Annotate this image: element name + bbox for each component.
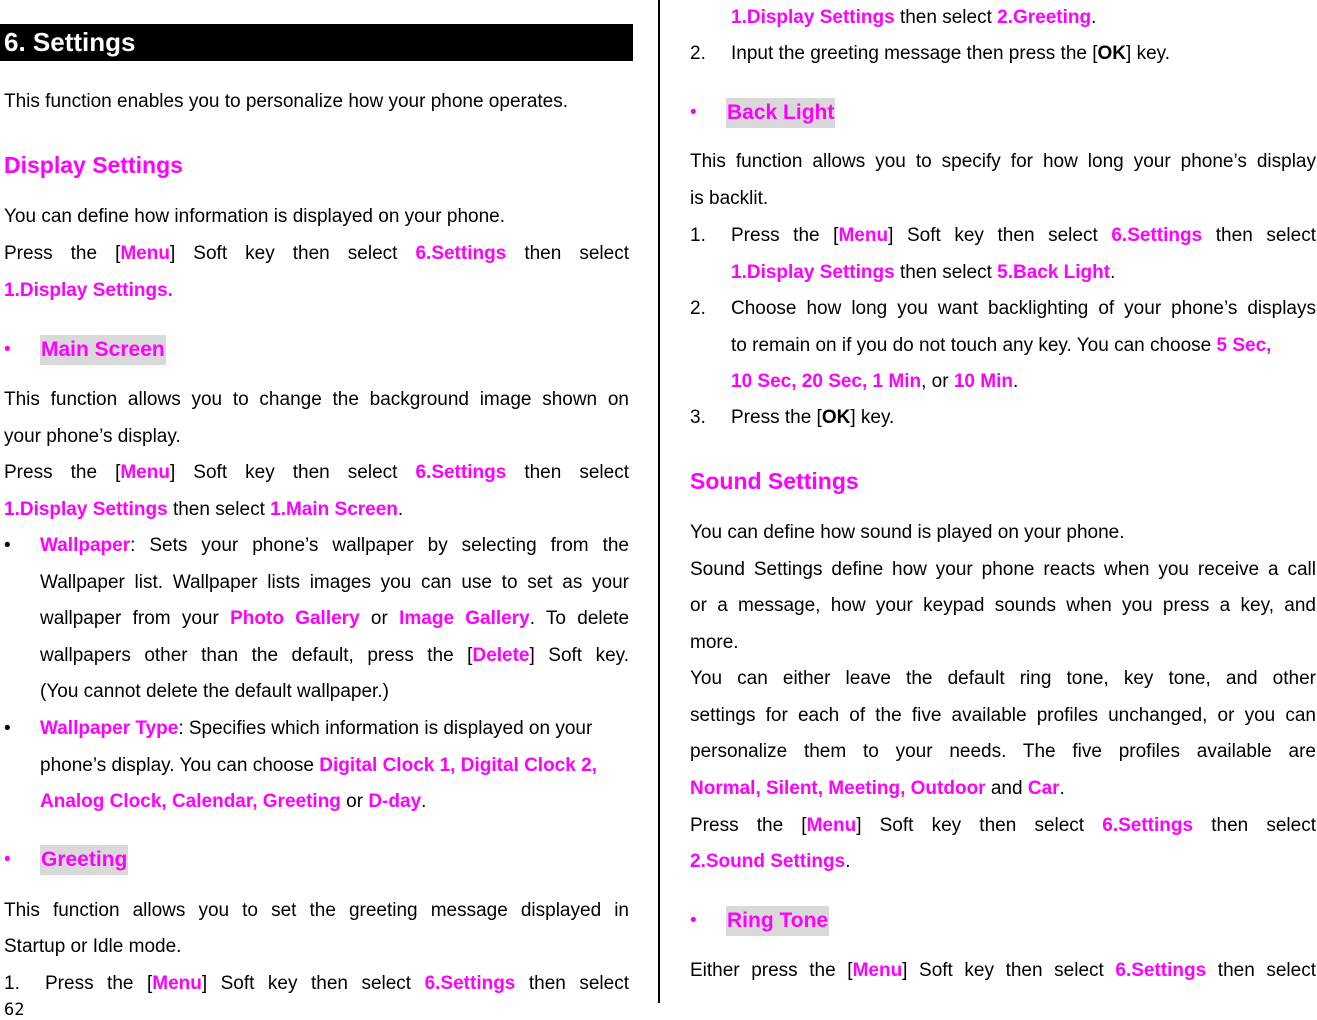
- backlight-step-3: [690, 400, 1316, 436]
- menu-key: Menu: [152, 973, 202, 994]
- sound-settings-heading: Sound Settings: [690, 468, 859, 494]
- display-desc: [4, 199, 629, 236]
- bl-s2-l2a: to remain on if you do not touch any key. You can choose: [731, 334, 1217, 356]
- backlight-desc-2: [690, 181, 768, 218]
- main-screen-item: 1.Main Screen: [270, 499, 398, 520]
- wtype-line-2: [40, 748, 633, 785]
- softkey-text: ] Soft key then select: [856, 815, 1103, 836]
- bullet-icon: •: [4, 849, 11, 870]
- wallpaper-bullet: [4, 528, 629, 708]
- press-text: Press the [: [731, 225, 839, 246]
- main-screen-desc-1-text: This function allows you to change the background image shown on: [4, 389, 629, 410]
- backlight-item: 5.Back Light: [997, 261, 1111, 283]
- sound-p2-l1: Sound Settings define how your phone reacts when you receive a call: [690, 559, 1316, 580]
- wallpaper-l3a: wallpaper from your: [40, 608, 231, 629]
- wallpaper-type-text: [40, 711, 633, 821]
- sound-desc-text: You can define how sound is played on your phone.: [690, 522, 1125, 543]
- period: .: [1110, 261, 1116, 283]
- settings-item: 6.Settings: [424, 973, 516, 994]
- press-text: Press the [: [4, 462, 121, 483]
- backlight-desc-2-text: is backlit.: [690, 188, 769, 209]
- settings-item: 6.Settings: [1102, 815, 1194, 836]
- display-settings-item: 1.Display Settings.: [4, 280, 173, 301]
- backlight-desc-1-text: This function allows you to specify for how long your phone’s display: [690, 151, 1316, 172]
- backlight-step-1-line-1: [731, 218, 1316, 255]
- main-screen-path-1: [4, 455, 629, 492]
- press-text: Either press the [: [690, 960, 853, 981]
- sound-desc: [690, 515, 1125, 552]
- sound-settings-item: 2.Sound Settings: [690, 851, 846, 872]
- main-screen-desc-2-text: your phone’s display.: [4, 426, 181, 447]
- intro-text: This function enables you to personalize how your phone operates.: [4, 91, 569, 112]
- car-profile: Car: [1027, 778, 1060, 799]
- wallpaper-line-5: [40, 674, 629, 711]
- backlight-step-1-line-2: [731, 255, 1316, 292]
- period: .: [1012, 371, 1019, 392]
- press-text: Press the [: [690, 815, 807, 836]
- bl-opt3: 10 Min: [953, 371, 1013, 392]
- menu-key: Menu: [120, 462, 170, 483]
- step-number: 2.: [690, 43, 706, 64]
- display-path-line1: [4, 236, 629, 273]
- main-screen-label: Main Screen: [40, 335, 166, 365]
- bullet-icon: •: [690, 102, 697, 123]
- wallpaper-l5: (You cannot delete the default wallpaper.): [40, 681, 389, 702]
- ok-key: OK: [1097, 43, 1127, 64]
- wtype-line-1: [40, 711, 633, 748]
- sound-p3-l2: settings for each of the five available profiles unchanged, or you can: [690, 705, 1316, 726]
- or-text: , or: [921, 371, 954, 392]
- sound-p2-line-1: [690, 552, 1316, 589]
- period: .: [1059, 778, 1065, 799]
- backlight-label: Back Light: [726, 98, 835, 128]
- then-select-text: then select: [167, 499, 271, 520]
- greeting-desc-2: [4, 929, 181, 966]
- wallpaper-line-1: [40, 528, 629, 565]
- then-select-text: then select: [894, 7, 998, 28]
- wtype-l1: : Specifies which information is displayed on your: [178, 718, 593, 739]
- backlight-step-2-text: [731, 291, 1316, 401]
- step2-a: Input the greeting message then press the [: [731, 43, 1098, 64]
- softkey-text: ] Soft key then select: [888, 225, 1112, 246]
- section-title: 6. Settings: [4, 27, 136, 57]
- display-settings-heading: Display Settings: [4, 152, 183, 178]
- step2-b: ] key.: [1126, 43, 1171, 64]
- wallpaper-type-bullet: [4, 711, 633, 821]
- wallpaper-line-3: [40, 601, 629, 638]
- backlight-desc-1: [690, 144, 1316, 181]
- backlight-step-2-line-3: [731, 364, 1316, 401]
- press-text: Press the [: [4, 243, 121, 264]
- settings-item: 6.Settings: [1115, 960, 1207, 981]
- then-select-text: then select: [506, 462, 629, 483]
- sound-p3-l3: personalize them to your needs. The five profiles available are: [690, 741, 1316, 762]
- softkey-text: ] Soft key then select: [169, 462, 416, 483]
- backlight-step-1-text: [731, 218, 1316, 291]
- wtype-line-3: [40, 784, 633, 821]
- greeting-desc-1: [4, 893, 629, 930]
- bullet-icon: •: [690, 910, 697, 931]
- or-text: or: [359, 608, 400, 629]
- settings-item: 6.Settings: [415, 462, 507, 483]
- main-screen-desc-1: [4, 382, 629, 419]
- then-select-text: then select: [515, 973, 629, 994]
- menu-key: Menu: [806, 815, 857, 836]
- softkey-text: ] Soft key then select: [902, 960, 1116, 981]
- photo-gallery: Photo Gallery: [230, 608, 360, 629]
- wallpaper-type-label: Wallpaper Type: [40, 718, 179, 739]
- ringtone-desc: [690, 953, 1316, 990]
- bl-s2-l1: Choose how long you want backlighting of your phone’s displays: [731, 298, 1316, 319]
- image-gallery: Image Gallery: [399, 608, 530, 629]
- greeting-item: 2.Greeting: [997, 7, 1092, 28]
- wallpaper-l1: : Sets your phone’s wallpaper by selecting from the: [130, 535, 629, 556]
- press-text: Press the [: [731, 407, 822, 428]
- softkey-text: ] Soft key then select: [201, 973, 425, 994]
- sound-p2-l3: more.: [690, 632, 739, 653]
- greeting-step-1: [4, 966, 629, 1002]
- wallpaper-l3b: . To delete: [529, 608, 630, 629]
- wallpaper-line-4: [40, 638, 629, 675]
- backlight-step-2-line-2: [731, 328, 1316, 365]
- main-screen-path-2: [4, 492, 403, 529]
- display-settings-item: 1.Display Settings: [731, 261, 895, 283]
- period: .: [421, 791, 427, 812]
- sound-p3-line-4: [690, 771, 1065, 808]
- period: .: [1091, 7, 1097, 28]
- display-desc-text: You can define how information is displayed on your phone.: [4, 206, 506, 227]
- menu-key: Menu: [852, 960, 903, 981]
- backlight-step-1: [690, 218, 1316, 292]
- column-divider: [658, 0, 660, 1003]
- step-number: 3.: [690, 407, 706, 428]
- wtype-l2a: phone’s display. You can choose: [40, 754, 320, 776]
- wallpaper-l4a: wallpapers other than the default, press the [: [40, 644, 473, 666]
- sound-p2-line-2: [690, 588, 1316, 625]
- bullet-icon: •: [4, 535, 11, 556]
- greeting-step-1-text: [45, 966, 629, 1003]
- or-text: or: [340, 791, 369, 812]
- delete-key: Delete: [472, 644, 530, 666]
- sound-p3-line-1: [690, 661, 1316, 698]
- menu-key: Menu: [120, 243, 170, 264]
- then-select-text: then select: [1202, 225, 1316, 246]
- bullet-icon: •: [4, 718, 11, 739]
- wallpaper-l2: Wallpaper list. Wallpaper lists images you can use to set as your: [40, 571, 629, 593]
- sound-path-1: [690, 808, 1316, 845]
- then-select-text: then select: [1206, 960, 1316, 981]
- ok-key: OK: [821, 407, 851, 428]
- softkey-text: ] Soft key then select: [169, 243, 416, 264]
- bl-opt2: 10 Sec, 20 Sec, 1 Min: [731, 371, 922, 392]
- greeting-desc-1-text: This function allows you to set the greeting message displayed in: [4, 900, 629, 921]
- sound-p3-line-3: [690, 734, 1316, 771]
- greeting-label: Greeting: [40, 845, 128, 875]
- wallpaper-l4b: ] Soft key.: [529, 644, 629, 666]
- dday: D-day: [368, 791, 422, 812]
- then-select-text: then select: [506, 243, 629, 264]
- step-number: 2.: [690, 298, 706, 319]
- wtype-opts2: Analog Clock, Calendar, Greeting: [40, 791, 341, 812]
- display-path-line2: [4, 273, 173, 310]
- ringtone-label: Ring Tone: [726, 906, 829, 936]
- wallpaper-label: Wallpaper: [40, 535, 131, 556]
- wtype-opts1: Digital Clock 1, Digital Clock 2,: [319, 754, 597, 776]
- sound-p3-line-2: [690, 698, 1316, 735]
- backlight-step-2: [690, 291, 1316, 401]
- sound-p2-l2: or a message, how your keypad sounds when you press a key, and: [690, 595, 1316, 616]
- wallpaper-text: [40, 528, 629, 711]
- step-number: 1.: [690, 225, 706, 246]
- profiles-list: Normal, Silent, Meeting, Outdoor: [690, 778, 986, 799]
- wallpaper-line-2: [40, 565, 629, 602]
- backlight-step-3-text: [731, 400, 894, 437]
- display-settings-item: 1.Display Settings: [731, 7, 895, 28]
- then-select-text: then select: [1193, 815, 1316, 836]
- sound-path-2: [690, 844, 850, 881]
- greeting-step-2: [690, 36, 1316, 72]
- step-number: 1.: [4, 973, 20, 994]
- sound-p2-line-3: [690, 625, 739, 662]
- and-text: and: [985, 778, 1028, 799]
- backlight-step-2-line-1: [731, 291, 1316, 328]
- key-text: ] key.: [850, 407, 895, 428]
- display-settings-item: 1.Display Settings: [4, 499, 168, 520]
- greeting-desc-2-text: Startup or Idle mode.: [4, 936, 182, 957]
- greeting-step-2-text: [731, 36, 1170, 73]
- bl-opt1: 5 Sec,: [1216, 334, 1272, 356]
- then-select-text: then select: [894, 261, 998, 283]
- page-number: 62: [4, 1000, 25, 1020]
- menu-key: Menu: [838, 225, 889, 246]
- settings-item: 6.Settings: [1111, 225, 1203, 246]
- period: .: [845, 851, 851, 872]
- settings-item: 6.Settings: [415, 243, 507, 264]
- greeting-step-1-cont: [731, 0, 1096, 37]
- press-text: Press the [: [45, 973, 153, 994]
- section-title-bar: [0, 24, 633, 61]
- bullet-icon: •: [4, 339, 11, 360]
- period: .: [397, 499, 404, 520]
- intro-paragraph: [4, 84, 568, 121]
- main-screen-desc-2: [4, 419, 181, 456]
- sound-p3-l1: You can either leave the default ring tone, key tone, and other: [690, 668, 1316, 689]
